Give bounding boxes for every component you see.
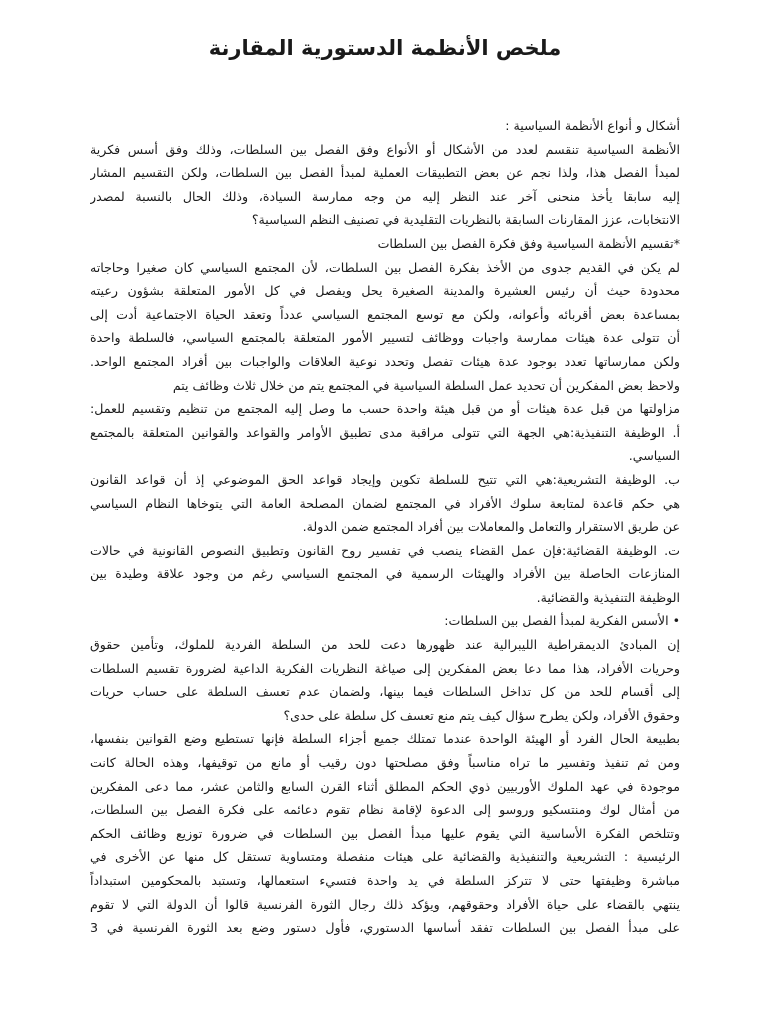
text-line: بطبيعة الحال الفرد أو الهيئة الواحدة عندما تمتلك جميع أجزاء السلطة فإنها تستطيع وضع القوانين بنفسها، xyxy=(90,731,680,747)
text-line: لمبدأ الفصل هذا، ولذا نجم عن بعض التطبيقات العملية لمبدأ الفصل بين السلطات، ولكن التقسيم المشار xyxy=(90,165,680,181)
document-body xyxy=(90,114,680,940)
text-line: بمساعدة بعض أقربائه وأعوانه، ولكن مع توسع المجتمع السياسي عدداً وتعقد الحياة الاجتماعية أدت إلى xyxy=(90,306,680,322)
text-line: المنازعات الحاصلة بين الأفراد والهيئات الرسمية في المجتمع السياسي رغم من وجود علاقة وطيدة بين xyxy=(90,566,680,582)
text-line: إلى أقسام للحد من كل تداخل السلطات فيما بينها، ولضمان عدم تعسف السلطة على حساب حريات xyxy=(90,684,680,700)
text-line: مزاولتها من قبل عدة هيئات أو من قبل هيئة واحدة حسب ما وصل إليه المجتمع من تنظيم وتقسيم للعمل: xyxy=(90,401,680,417)
text-line: الأنظمة السياسية تنقسم لعدد من الأشكال أو الأنواع وفق الفصل بين السلطات، وذلك وفق أسس فكرية xyxy=(90,141,680,157)
text-line: السياسي. xyxy=(628,448,680,464)
text-line: الرئيسية : التشريعية والتنفيذية والقضائية على هيئات منفصلة ومتساوية تستقل كل منها عن الأخرى في xyxy=(90,849,680,865)
text-line: لم يكن في القديم جدوى من الأخذ بفكرة الفصل بين السلطات، لأن المجتمع السياسي كان صغيرا وحاجاته xyxy=(90,259,680,275)
text-line: إليه سابقا يأخذ منحنى آخر عند النظر إليه من وجه ممارسة السيادة، وذلك الحال بالنسبة لمصدر xyxy=(90,188,680,204)
text-line: الانتخابات، عزز المقارنات السابقة بالنظريات التقليدية في تصنيف النظم السياسية؟ xyxy=(251,212,680,228)
text-line: ولكن ممارساتها تعدد بوجود عدة هيئات تفصل وتحدد نوعية العلاقات والواجبات بين أفراد المجتمع الواحد. xyxy=(90,353,680,369)
text-line: محدودة حيث أن رئيس العشيرة والمدينة الصغيرة يحل ويفصل في كل الأمور المتعلقة بشؤون رعيته xyxy=(90,283,680,299)
text-line: أشكال و أنواع الأنظمة السياسية : xyxy=(505,118,680,133)
text-line: ولاحظ بعض المفكرين أن تحديد عمل السلطة السياسية في المجتمع يتم من خلال ثلاث وظائف يتم xyxy=(172,377,680,393)
document-title: ملخص الأنظمة الدستورية المقارنة xyxy=(208,36,562,60)
text-line: موجودة في عهد الملوك الأوربيين ذوي الحكم المطلق أثناء القرن السابع والثامن عشر، مما دعى المفكرين xyxy=(90,778,680,794)
text-line: أ. الوظيفة التنفيذية:هي الجهة التي تتولى مراقبة مدى تطبيق الأوامر والقواعد والقوانين المتعلقة بالمجتمع xyxy=(90,424,680,440)
text-line: • الأسس الفكرية لمبدأ الفصل بين السلطات: xyxy=(444,613,680,629)
text-line: ومن ثم تنفيذ وتفسير ما تراه مناسباً وفق مصلحتها دون رقيب أو مانع من توقيفها، وهذه الحالة كانت xyxy=(90,755,680,771)
text-line: ت. الوظيفة القضائية:فإن عمل القضاء ينصب في تفسير روح القانون وتطبيق النصوص القانونية في حالات xyxy=(90,542,680,558)
text-line: على مبدأ الفصل بين السلطات تفقد أساسها الدستوري، فأول دستور وضع بعد الثورة الفرنسية في 3 xyxy=(90,920,680,936)
text-line: أن تتولى عدة هيئات ممارسة واجبات ووظائف لتسيير الأمور المتعلقة بالمجتمع السياسي، فالسلطة واحدة xyxy=(90,330,680,346)
text-line: مباشرة وظيفتها حتى لا تتركز السلطة في يد واحدة فتسيء استعمالها، وتستبد بالمحكومين استبداداً xyxy=(90,873,680,888)
text-line: ينتهي بالقضاء على حياة الأفراد وحقوقهم، ويؤكد ذلك رجال الثورة الفرنسية قالوا أن الدولة التي لا تقوم xyxy=(90,896,680,912)
text-line: وحريات الأفراد، هذا مما دعا بعض المفكرين إلى صياغة النظريات الفكرية الداعية لضرورة تقسيم السلطات xyxy=(90,660,680,676)
text-line: وتتلخص الفكرة الأساسية التي يقوم عليها مبدأ الفصل بين السلطات في ضرورة توزيع وظائف الحكم xyxy=(90,825,680,841)
text-line: من أمثال لوك ومنتسكيو وروسو إلى الدعوة لإقامة نظام تقوم دعائمه على فكرة الفصل بين السلطات، xyxy=(90,802,680,818)
text-line: ب. الوظيفة التشريعية:هي التي تتيح للسلطة تكوين وإيجاد قواعد الحق الموضوعي إذ أن قواعد القانون xyxy=(90,471,680,487)
text-line: هي حكم قاعدة لمتابعة سلوك الأفراد في المجتمع لضمان المصلحة العامة التي يتوخاها النظام السياسي xyxy=(90,495,680,511)
text-line: *تقسيم الأنظمة السياسية وفق فكرة الفصل بين السلطات xyxy=(377,235,680,251)
text-line: الوظيفة التنفيذية والقضائية. xyxy=(536,589,680,605)
text-line: وحقوق الأفراد، ولكن يطرح سؤال كيف يتم منع تعسف كل سلطة على حدى؟ xyxy=(283,707,680,723)
text-line: إن المبادئ الديمقراطية الليبرالية عند ظهورها دعت للحد من السلطة الفردية للملوك، وتأمين حقوق xyxy=(90,637,680,653)
text-line: عن طريق الاستقرار والتعامل والمعاملات بين أفراد المجتمع ضمن الدولة. xyxy=(302,519,680,535)
